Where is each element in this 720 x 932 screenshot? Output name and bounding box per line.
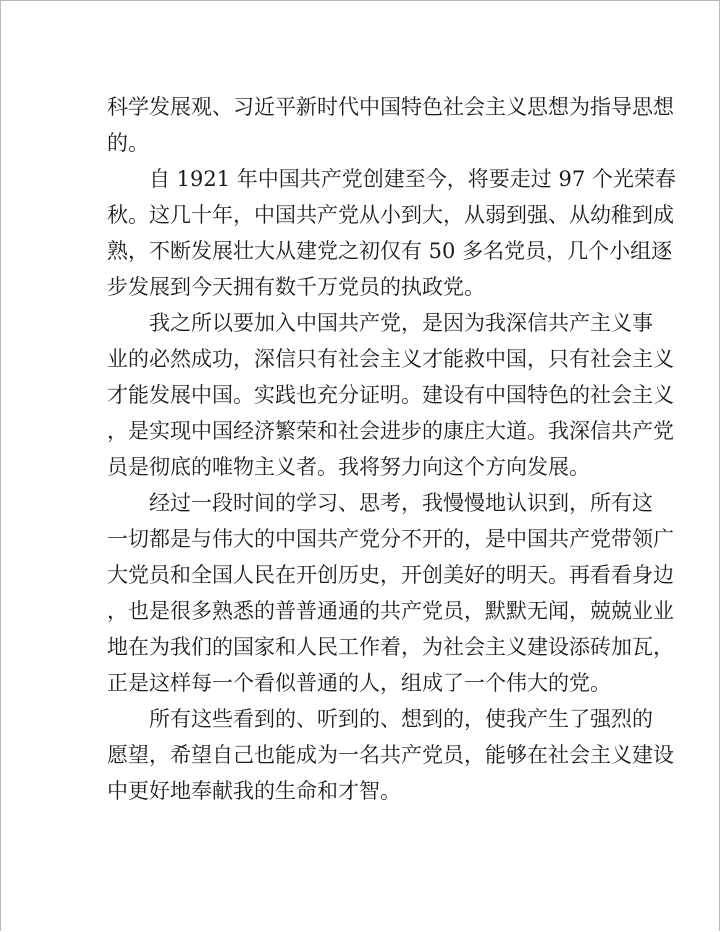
text-line: 步发展到今天拥有数千万党员的执政党。 — [107, 275, 485, 299]
text-line: 经过一段时间的学习、思考，我慢慢地认识到，所有这 — [149, 491, 653, 515]
text-line: 自 1921 年中国共产党创建至今，将要走过 97 个光荣春 — [149, 167, 676, 191]
text-line: ，也是很多熟悉的普普通通的共产党员，默默无闻，兢兢业业 — [107, 599, 674, 623]
text-line: 愿望，希望自己也能成为一名共产党员，能够在社会主义建设 — [107, 743, 674, 767]
text-line: 所有这些看到的、听到的、想到的，使我产生了强烈的 — [149, 707, 653, 731]
paragraph-1 — [107, 89, 674, 161]
text-line: 科学发展观、习近平新时代中国特色社会主义思想为指导思想 — [107, 95, 674, 119]
text-line: ，是实现中国经济繁荣和社会进步的康庄大道。我深信共产党 — [107, 419, 674, 443]
text-line: 我之所以要加入中国共产党，是因为我深信共产主义事 — [149, 311, 653, 335]
paragraph-2 — [107, 161, 676, 305]
paragraph-4 — [107, 485, 674, 701]
text-line: 正是这样每一个看似普通的人，组成了一个伟大的党。 — [107, 671, 611, 695]
text-line: 才能发展中国。实践也充分证明。建设有中国特色的社会主义 — [107, 383, 674, 407]
text-line: 的。 — [107, 131, 149, 155]
text-line: 秋。这几十年，中国共产党从小到大，从弱到强、从幼稚到成 — [107, 203, 674, 227]
paragraph-3 — [107, 305, 674, 485]
text-line: 员是彻底的唯物主义者。我将努力向这个方向发展。 — [107, 455, 590, 479]
document-body — [107, 89, 676, 809]
text-line: 地在为我们的国家和人民工作着，为社会主义建设添砖加瓦， — [107, 635, 674, 659]
text-line: 熟，不断发展壮大从建党之初仅有 50 多名党员，几个小组逐 — [107, 239, 673, 263]
text-line: 大党员和全国人民在开创历史，开创美好的明天。再看看身边 — [107, 563, 674, 587]
text-line: 业的必然成功，深信只有社会主义才能救中国，只有社会主义 — [107, 347, 674, 371]
paragraph-5 — [107, 701, 674, 809]
text-line: 一切都是与伟大的中国共产党分不开的，是中国共产党带领广 — [107, 527, 674, 551]
text-line: 中更好地奉献我的生命和才智。 — [107, 779, 401, 803]
